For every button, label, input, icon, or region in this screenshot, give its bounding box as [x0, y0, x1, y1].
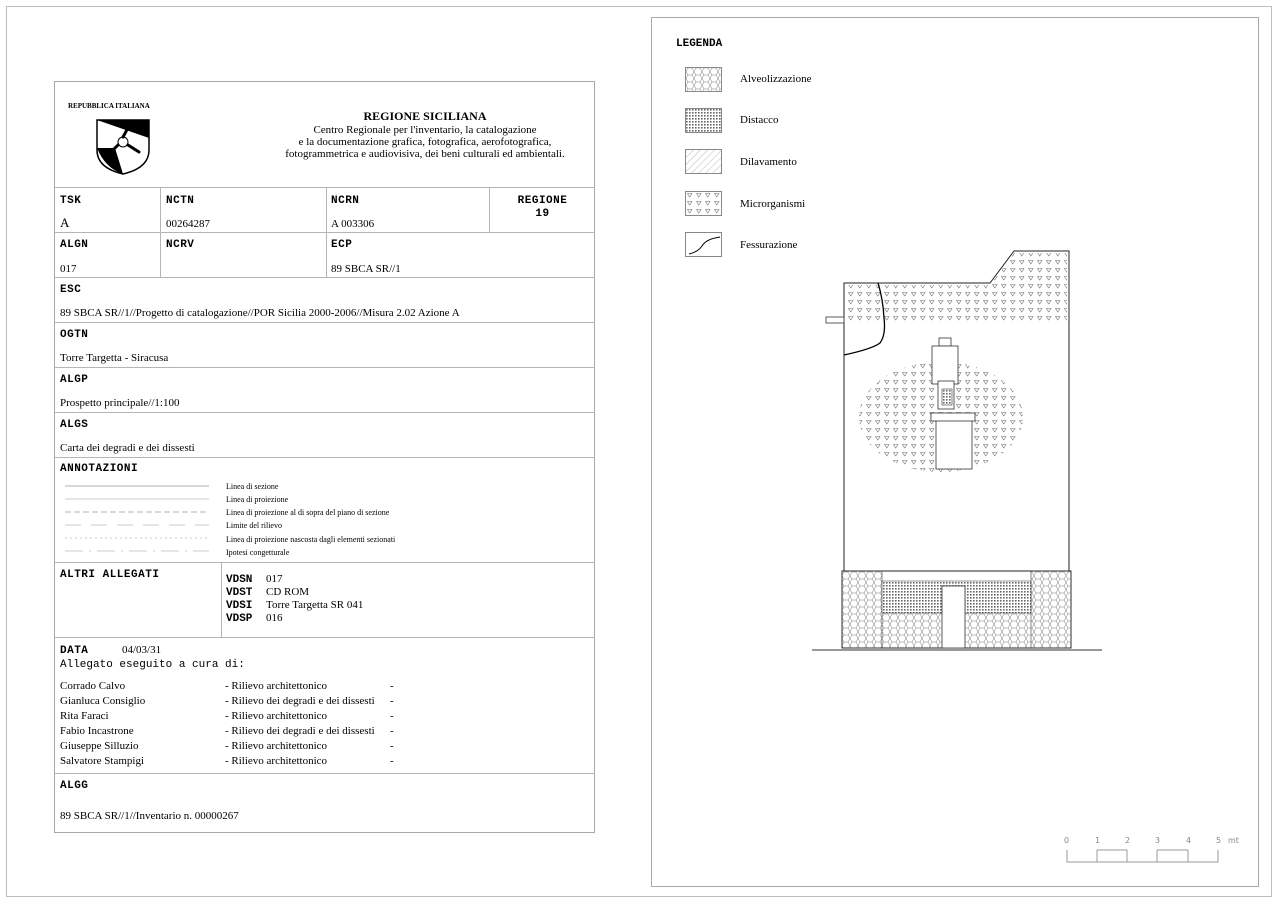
hex-pattern-swatch-icon — [685, 67, 722, 92]
ecp-value: 89 SBCA SR//1 — [331, 263, 401, 275]
legend-label-distacco: Distacco — [740, 114, 779, 126]
scale-ruler — [1066, 848, 1226, 864]
regione-value: 19 — [535, 208, 550, 220]
scale-tick: 2 — [1125, 836, 1131, 845]
credit-name: Salvatore Stampigi — [60, 755, 145, 767]
credit-name: Corrado Calvo — [60, 680, 126, 692]
annotation-item: Linea di sezione — [226, 482, 279, 491]
annotation-item: Linea di proiezione nascosta dagli elementi sezionati — [226, 535, 396, 544]
data-label: DATA — [60, 645, 89, 657]
dense-dot-swatch-icon — [685, 108, 722, 133]
attachment-value: CD ROM — [266, 586, 310, 598]
catalog-card — [54, 81, 595, 833]
esc-value: 89 SBCA SR//1//Progetto di catalogazione//POR Sicilia 2000-2006//Misura 2.02 Azione A — [60, 307, 460, 319]
subtitle-line: fotogrammetrica e audiovisiva, dei beni culturali ed ambientali. — [285, 148, 565, 160]
attachment-code: VDSP — [226, 613, 253, 625]
credit-dash: - — [390, 755, 394, 767]
ecp-label: ECP — [331, 239, 353, 251]
algp-label: ALGP — [60, 374, 89, 386]
row-algg — [55, 774, 594, 833]
row-algs — [55, 413, 594, 458]
attachment-list — [226, 569, 364, 625]
scale-tick: 3 — [1155, 836, 1161, 845]
cell-ncrv — [160, 233, 326, 277]
republic-label: REPUBBLICA ITALIANA — [68, 102, 150, 110]
scale-tick: 5 — [1216, 836, 1222, 845]
legend-label-dilavamento: Dilavamento — [740, 156, 797, 168]
credit-name: Fabio Incastrone — [60, 725, 134, 737]
sicily-crest-icon — [95, 118, 151, 176]
credit-dash: - — [390, 740, 394, 752]
triangle-pattern-swatch-icon — [685, 191, 722, 216]
data-value: 04/03/31 — [122, 644, 162, 656]
credit-row — [60, 710, 400, 725]
credit-dash: - — [390, 680, 394, 692]
credit-name: Gianluca Consiglio — [60, 695, 146, 707]
drawing-panel — [651, 17, 1259, 887]
allegato-text: Allegato eseguito a cura di: — [60, 659, 245, 671]
cell-attachments — [221, 563, 595, 637]
algs-label: ALGS — [60, 419, 89, 431]
cell-ecp — [326, 233, 595, 277]
attachment-row — [226, 595, 364, 612]
cell-regione — [489, 188, 595, 232]
row-altri-allegati — [55, 563, 594, 638]
cell-ncrn — [326, 188, 489, 232]
esc-label: ESC — [60, 284, 82, 296]
annotazioni-label: ANNOTAZIONI — [60, 463, 139, 475]
cell-algn — [55, 233, 160, 277]
line-style-samples — [65, 480, 211, 560]
credit-role: - Rilievo dei degradi e dei dissesti — [225, 725, 375, 737]
row-esc — [55, 278, 594, 323]
crack-line-swatch-icon — [685, 232, 722, 257]
legend-label-alveolizzazione: Alveolizzazione — [740, 73, 812, 85]
credit-dash: - — [390, 710, 394, 722]
row-ogtn — [55, 323, 594, 368]
credit-role: - Rilievo architettonico — [225, 740, 328, 752]
credit-row — [60, 725, 400, 740]
credits-list — [60, 680, 400, 770]
attachment-row — [226, 582, 363, 599]
credit-row — [60, 755, 400, 770]
attachment-code: VDST — [226, 587, 253, 599]
subtitle-line: e la documentazione grafica, fotografica, aerofotografica, — [298, 136, 552, 148]
algn-value: 017 — [60, 263, 77, 275]
tsk-value: A — [60, 215, 70, 230]
nctn-value: 00264287 — [166, 218, 210, 230]
credit-row — [60, 680, 400, 695]
attachment-value: 017 — [266, 573, 283, 585]
legend-title: LEGENDA — [676, 38, 723, 50]
algg-label: ALGG — [60, 780, 89, 792]
attachment-code: VDSN — [226, 574, 253, 586]
row-algp — [55, 368, 594, 413]
credit-row — [60, 740, 400, 755]
scale-tick: 1 — [1095, 836, 1101, 845]
attachment-code: VDSI — [226, 600, 253, 612]
credit-name: Rita Faraci — [60, 710, 109, 722]
subtitle-line: Centro Regionale per l'inventario, la catalogazione — [313, 124, 537, 136]
attachment-value: 016 — [266, 612, 283, 624]
ncrv-label: NCRV — [166, 239, 195, 251]
ncrn-label: NCRN — [331, 195, 360, 207]
scale-unit: mt — [1228, 836, 1239, 845]
credit-role: - Rilievo architettonico — [225, 710, 328, 722]
region-title: REGIONE SICILIANA — [363, 109, 487, 123]
row-data — [55, 638, 594, 774]
annotation-item: Ipotesi congetturale — [226, 548, 290, 557]
credit-row — [60, 695, 400, 710]
row-annotazioni — [55, 458, 594, 563]
algs-value: Carta dei degradi e dei dissesti — [60, 442, 195, 454]
algg-value: 89 SBCA SR//1//Inventario n. 00000267 — [60, 810, 239, 822]
legend-label-microrganismi: Microrganismi — [740, 198, 806, 210]
cell-tsk — [55, 188, 160, 232]
credit-dash: - — [390, 695, 394, 707]
row-tsk — [55, 188, 594, 233]
card-header — [55, 82, 594, 188]
cell-altri-label — [55, 563, 221, 637]
annotation-item: Linea di proiezione — [226, 495, 289, 504]
ogtn-label: OGTN — [60, 329, 89, 341]
annotation-item: Limite del rilievo — [226, 521, 282, 530]
nctn-label: NCTN — [166, 195, 195, 207]
annotation-item: Linea di proiezione al di sopra del piano di sezione — [226, 508, 390, 517]
credit-role: - Rilievo architettonico — [225, 680, 328, 692]
tsk-label: TSK — [60, 195, 82, 207]
cell-nctn — [160, 188, 326, 232]
row-algn — [55, 233, 594, 278]
regione-label: REGIONE — [517, 195, 568, 207]
scale-tick: 0 — [1064, 836, 1070, 845]
altri-allegati-label: ALTRI ALLEGATI — [60, 569, 160, 581]
credit-role: - Rilievo dei degradi e dei dissesti — [225, 695, 375, 707]
header-block — [285, 110, 565, 160]
diagonal-hatch-swatch-icon — [685, 149, 722, 174]
credit-role: - Rilievo architettonico — [225, 755, 328, 767]
scale-tick: 4 — [1186, 836, 1192, 845]
credit-name: Giuseppe Silluzio — [60, 740, 139, 752]
credit-dash: - — [390, 725, 394, 737]
algn-label: ALGN — [60, 239, 89, 251]
attachment-value: Torre Targetta SR 041 — [266, 599, 364, 611]
attachment-row — [226, 569, 363, 586]
ncrn-value: A 003306 — [331, 218, 375, 230]
algp-value: Prospetto principale//1:100 — [60, 397, 180, 409]
ogtn-value: Torre Targetta - Siracusa — [60, 352, 169, 364]
tower-elevation-drawing — [802, 243, 1112, 663]
legend-label-fessurazione: Fessurazione — [740, 239, 798, 251]
